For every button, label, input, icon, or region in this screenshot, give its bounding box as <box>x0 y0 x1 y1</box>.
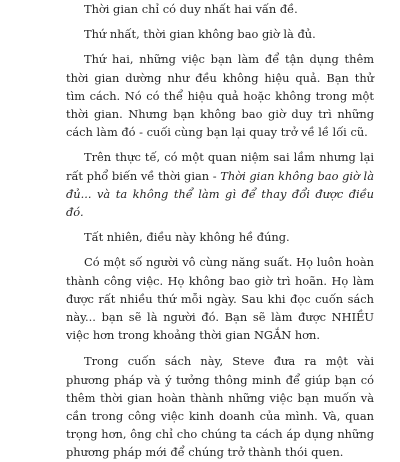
paragraph-4-italic-quote: Thời gian không bao giờ là đủ... và ta không thể làm gì để thay đổi được điều đó. <box>66 168 374 220</box>
paragraph-2: Thứ nhất, thời gian không bao giờ là đủ. <box>84 27 316 42</box>
paragraph-7: Trong cuốn sách này, Steve đưa ra một vài phương pháp và ý tưởng thông minh để giúp bạn có thêm thời gian hoàn thành những việc bạn muốn và cần trong công việc kinh doanh của mình. Và, quan trọng hơn, ông chỉ cho chúng ta cách áp dụng những phương pháp mới để chúng trở thành thói quen. <box>66 354 374 460</box>
paragraph-1: Thời gian chỉ có duy nhất hai vấn đề. <box>84 2 298 16</box>
paragraph-3: Thứ hai, những việc bạn làm để tận dụng thêm thời gian dường như đều không hiệu quả. Bạn thử tìm cách. Nó có thể hiệu quả hoặc không trong một thời gian. Nhưng bạn không bao giờ duy trì những cách làm đó - cuối cùng bạn lại quay trở về lề lối cũ. <box>66 52 374 140</box>
paragraph-5: Tất nhiên, điều này không hề đúng. <box>84 230 290 245</box>
paragraph-6: Có một số người vô cùng năng suất. Họ luôn hoàn thành công việc. Họ không bao giờ trì hoãn. Họ làm được rất nhiều thứ mỗi ngày. Sau khi đọc cuốn sách này... bạn sẽ là người đó. Bạn sẽ làm được NHIỀU việc hơn trong khoảng thời gian NGẮN hơn. <box>66 255 374 343</box>
paragraph-4 <box>66 148 374 221</box>
paragraph-4-text: Trên thực tế, có một quan niệm sai lầm nhưng lại rất phổ biến về thời gian - <box>66 150 374 183</box>
